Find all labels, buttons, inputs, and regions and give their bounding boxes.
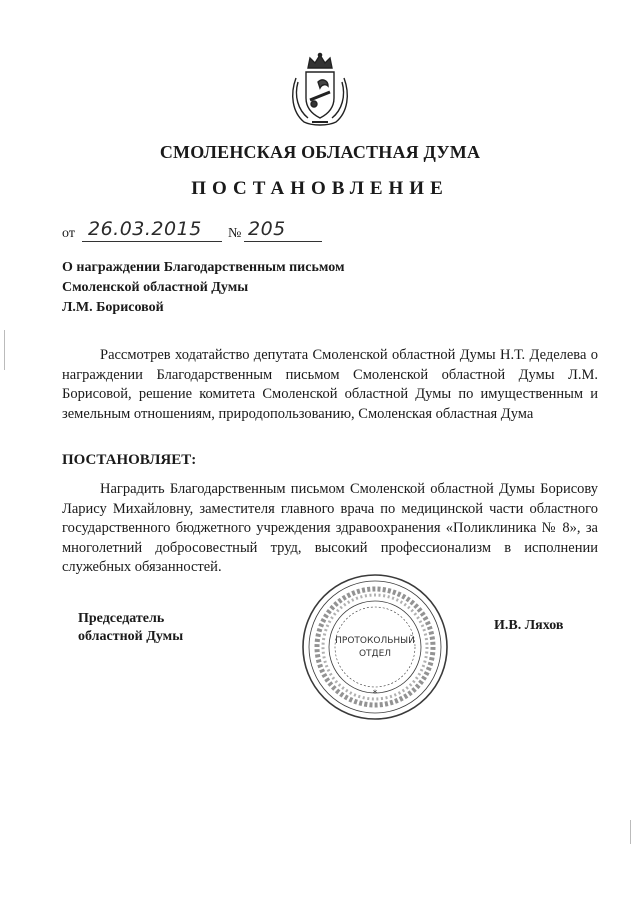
signatory-title (78, 610, 183, 646)
smolensk-coat-of-arms-icon (288, 52, 352, 128)
body-paragraph-2: Наградить Благодарственным письмом Смоленской областной Думы Борисову Ларису Михайловну, заместителя главного врача по медицинской части областного государственного бюджетного учреждения здравоохранения «Поликлиника № 8», за многолетний добросовестный труд, высокий профессионализм в исполнении служебных обязанностей. (62, 481, 598, 575)
handwritten-date: 26.03.2015 (88, 218, 202, 240)
subject-line-3: Л.М. Борисовой (62, 300, 164, 315)
number-label: № (228, 226, 242, 241)
scan-margin-mark (630, 820, 631, 844)
resolves-heading: ПОСТАНОВЛЯЕТ: (62, 452, 197, 468)
date-underline (82, 241, 222, 242)
signatory-name: И.В. Ляхов (494, 618, 564, 633)
date-from-label: от (62, 226, 75, 241)
signatory-title-line-2: областной Думы (78, 629, 184, 644)
handwritten-number: 205 (248, 218, 286, 240)
scan-margin-mark (4, 330, 5, 370)
body-paragraph-1: Рассмотрев ходатайство депутата Смоленской областной Думы Н.Т. Деделева о награждении Благодарственным письмом Смоленской областной Думы Л.М. Борисовой, решение комитета Смоленской областной Думы по имущественным и земельным отношениям, природопользованию, Смоленская областная Дума (62, 347, 598, 422)
organization-name: СМОЛЕНСКАЯ ОБЛАСТНАЯ ДУМА (159, 142, 481, 162)
subject-line-2: Смоленской областной Думы (62, 280, 249, 295)
stamp-center-line-1: ПРОТОКОЛЬНЫЙ (335, 636, 415, 646)
document-type-title: ПОСТАНОВЛЕНИЕ (191, 178, 449, 199)
number-underline (244, 241, 322, 242)
subject-line-1: О награждении Благодарственным письмом (62, 260, 345, 275)
stamp-center-line-2: ОТДЕЛ (358, 649, 392, 659)
subject-block (62, 258, 402, 318)
official-stamp (300, 572, 450, 722)
svg-text:*: * (372, 689, 378, 699)
signatory-title-line-1: Председатель (78, 611, 165, 626)
date-number-line (62, 218, 322, 244)
